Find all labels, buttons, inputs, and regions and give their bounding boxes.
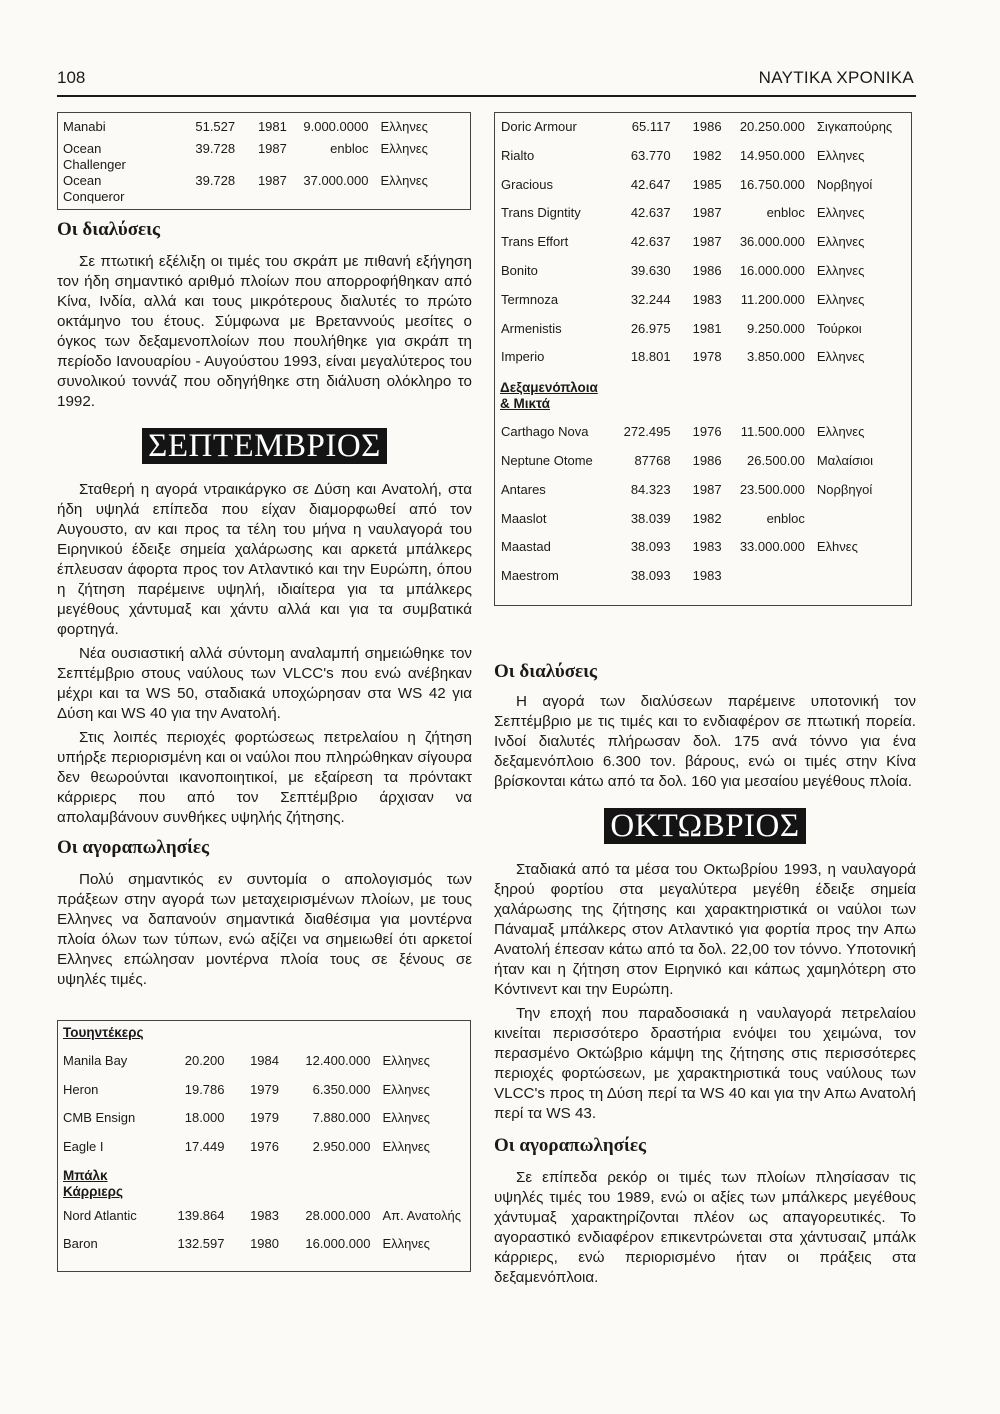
tonnage: 38.039 — [630, 510, 671, 526]
buyer: Ελληνες — [382, 1053, 430, 1068]
build-year: 1980 — [250, 1236, 279, 1252]
tonnage: 51.527 — [195, 119, 236, 134]
vessel-name: Trans Effort — [501, 234, 569, 250]
table-row — [495, 511, 911, 540]
vessel-name: Gracious — [501, 176, 554, 192]
buyer: Ελληνες — [816, 262, 865, 278]
sales-table-right — [494, 112, 912, 606]
tonnage: 42.647 — [630, 176, 671, 192]
table-row — [58, 1110, 470, 1139]
table-row — [495, 263, 911, 292]
buyer: Ελληνες — [816, 147, 865, 163]
tonnage: 19.786 — [184, 1081, 225, 1097]
october-paragraph-1: Σταδιακά από τα μέσα του Οκτωβρίου 1993, η ναυλαγορά ξηρού φορτίου στα μεγαλύτερα μεγέθη έδειξε σημεία χαλάρωσης της ζήτησης και χαρακτηριστικά οι ναύλοι των Πάναμαξ μπάλκερς στον Ατλαντικό για φορτία προς την Απω Ανατολή έπεσαν κάτω από τα δολ. 22,00 τον τόννο. Υποτονική ήταν και η ζήτηση στον Ειρηνικό και κάπως χαμηλότερη στο Κόντινεντ και την Ευρώπη. — [494, 860, 916, 998]
buyer: Ελληνες — [816, 234, 865, 250]
vessel-name: Heron — [63, 1081, 99, 1097]
table-row — [58, 119, 470, 141]
table-group — [495, 119, 911, 378]
price: 6.350.000 — [312, 1081, 371, 1097]
table-row — [495, 539, 911, 568]
table-row — [495, 453, 911, 482]
build-year: 1979 — [250, 1081, 279, 1097]
scrap-paragraph: Σε πτωτική εξέλιξη οι τιμές του σκράπ με πιθανή εξήγηση τον ήδη σημαντικό αριθμό πλοίων που απορροφήθηκαν από Κίνα, Ινδία, αλλά και τους μικρότερους διαλυτές το πρώτο οκτάμηνο του έτους. Σύμφωνα με Βρεταννούς μεσίτες ο όγκος των δεξαμενοπλοίων που πουλήθηκε για σκράπ τη περίοδο Ιανουαρίου - Αυγούστου 1993, είναι μεγαλύτερος του συνολικού τοννάζ που οδηγήθηκε στη διάλυση ολόκληρο το 1992. — [57, 253, 472, 410]
vessel-name: Maestrom — [501, 568, 559, 584]
journal-title: ΝΑΥΤΙΚΑ ΧΡΟΝΙΚΑ — [758, 68, 914, 87]
tonnage: 18.801 — [630, 349, 671, 365]
table-row — [58, 1208, 470, 1237]
price: 16.000.000 — [739, 262, 805, 278]
price: 11.200.000 — [740, 291, 805, 307]
tonnage: 39.728 — [195, 141, 236, 156]
buyer: Σιγκαπούρης — [816, 119, 893, 134]
month-banner-october — [494, 808, 916, 844]
table-row — [495, 177, 911, 206]
vessel-name: Trans Digntity — [501, 205, 581, 221]
buyer: Ελληνες — [816, 205, 865, 221]
vessel-name: Eagle I — [63, 1139, 104, 1155]
section-heading-scrap: Οι διαλύσεις — [57, 219, 161, 240]
vessel-name: Ocean Conqueror — [63, 173, 125, 204]
price: 7.880.000 — [312, 1110, 371, 1126]
tonnage: 84.323 — [630, 481, 671, 497]
buyer: Ελληνες — [816, 349, 865, 365]
vessel-name: Nord Atlantic — [63, 1207, 137, 1223]
vessel-name: Antares — [501, 481, 546, 497]
tonnage: 18.000 — [184, 1110, 225, 1126]
category-label: Τουηντέκερς — [63, 1025, 144, 1040]
month-banner-october-label: ΟΚΤΩΒΡΙΟΣ — [604, 808, 805, 844]
price: 33.000.000 — [739, 539, 805, 555]
build-year: 1976 — [692, 424, 722, 440]
tonnage: 42.637 — [630, 234, 671, 250]
build-year: 1987 — [692, 481, 722, 497]
sales-paragraph: Σε επίπεδα ρεκόρ οι τιμές των πλοίων πλησίασαν τις υψηλές τιμές του 1989, ενώ οι αξίες των μπάλκερς μεγέθους χάντυμαξ χαρακτηρίζονται πλέον ως απαγορευτικές. Το αγοραστικό ενδιαφέρον επικεντρώνεται στα χάντυσαιζ μπάλκ κάρριερς, ενώ περιορισμένο ήταν οι πράξεις στα δεξαμενόπλοια. — [494, 1168, 916, 1286]
section-heading-sales: Οι αγοραπωλησίες — [494, 1134, 646, 1156]
build-year: 1983 — [250, 1207, 279, 1223]
price: 26.500.00 — [747, 452, 805, 468]
table-row — [495, 424, 911, 453]
table-row — [58, 1139, 470, 1168]
table-row — [495, 205, 911, 234]
vessel-name: Manila Bay — [63, 1053, 128, 1068]
tonnage: 65.117 — [631, 119, 671, 134]
price: 23.500.000 — [739, 481, 805, 497]
price: enbloc — [330, 141, 369, 156]
vessel-name: Carthago Nova — [501, 424, 589, 440]
table-group — [58, 1208, 470, 1265]
price: 9.250.000 — [747, 320, 805, 336]
price: 36.000.000 — [739, 234, 805, 250]
vessel-name: Bonito — [501, 262, 538, 278]
category-label: Δεξαμενόπλοια & Μικτά — [500, 380, 598, 412]
september-paragraph-1: Σταθερή η αγορά ντραικάργκο σε Δύση και Ανατολή, στα ήδη υψηλά επίπεδα που είχαν διαμορφωθεί από τον Αυγουστο, αν και προς τα τέλη του μήνα η ναυλαγορά του Ειρηνικού έδειξε σημεία χαλάρωσης και αρκετά μπάλκερς έπλευσαν άφορτα προς τον Ατλαντικό και την Ευρώπη, όπου η ζήτηση παρέμεινε υψηλή, ιδιαίτερα για τα μπάλκερς μεγέθους χάντυμαξ και χάντυ αλλά και για τα συμβατικά φορτηγά. — [57, 481, 472, 638]
build-year: 1986 — [692, 262, 722, 278]
price: 9.000.0000 — [303, 119, 369, 134]
build-year: 1986 — [692, 119, 722, 134]
september-paragraph-2: Νέα ουσιαστική αλλά σύντομη αναλαμπή σημειώθηκε τον Σεπτέμβριο στους ναύλους των VLCC's που ενώ ανέβηκαν μέχρι και τα WS 50, σταδιακά υποχώρησαν στα WS 42 για Δύση και WS 40 για την Ανατολή. — [57, 645, 472, 722]
build-year: 1987 — [692, 234, 722, 250]
build-year: 1981 — [257, 119, 287, 134]
tonnage: 38.093 — [630, 568, 671, 584]
build-year: 1987 — [257, 141, 287, 156]
right-column — [494, 112, 916, 1292]
vessel-name: Manabi — [63, 119, 106, 134]
category-label: Μπάλκ Κάρριερς — [63, 1167, 123, 1199]
tonnage: 39.630 — [630, 262, 671, 278]
tonnage: 20.200 — [184, 1053, 225, 1068]
vessel-name: Rialto — [501, 147, 535, 163]
build-year: 1983 — [692, 568, 722, 584]
september-paragraph-3: Στις λοιπές περιοχές φορτώσεως πετρελαίου η ζήτηση υπήρξε περιορισμένη και οι ναύλοι που πληρώθηκαν σίγουρα δεν θεωρούνται ικανοποιητικοί, με εξαίρεση τα πρόντακτ κάρριερς που από τον Σεπτέμβριο άρχισαν να απολαμβάνουν συνθήκες υψηλής ζήτησης. — [57, 729, 472, 826]
build-year: 1984 — [250, 1053, 279, 1068]
tonnage: 38.093 — [630, 539, 671, 555]
left-column — [57, 112, 472, 1272]
table-row — [495, 349, 911, 378]
buyer: Ελληνες — [382, 1081, 430, 1097]
buyer: Νορβηγοί — [816, 481, 873, 497]
build-year: 1981 — [692, 320, 722, 336]
price: 12.400.000 — [305, 1053, 371, 1068]
build-year: 1982 — [692, 147, 722, 163]
buyer: Μαλαίσιοι — [816, 452, 873, 468]
table-row — [58, 1236, 470, 1265]
table-row — [495, 234, 911, 263]
sales-table-bottom-left — [57, 1020, 471, 1272]
vessel-name: CMB Ensign — [63, 1110, 136, 1126]
buyer: Ελληνες — [380, 119, 428, 134]
vessel-name: Ocean Challenger — [63, 141, 126, 172]
month-banner-september — [57, 428, 472, 464]
price: enbloc — [766, 510, 805, 526]
table-row — [495, 568, 911, 597]
vessel-name: Baron — [63, 1236, 98, 1252]
table-row — [58, 1053, 470, 1082]
buyer: Τούρκοι — [816, 320, 862, 336]
price: 2.950.000 — [312, 1139, 371, 1155]
build-year: 1978 — [692, 349, 722, 365]
table-group — [495, 424, 911, 597]
october-paragraph-2: Την εποχή που παραδοσιακά η ναυλαγορά πετρελαίου κινείται περισσότερο δραστήρια ενόψει του χειμώνα, τον περασμένο Οκτώβριο κάμψη της ζήτησης στις περισσότερες περιοχές φορτώσεων, με χαρακτηριστικά τους ναύλους των VLCC's προς τη Δύση περί τα WS 40 και για την Απω Ανατολή περί τα WS 43. — [494, 1004, 916, 1122]
tonnage: 139.864 — [177, 1207, 225, 1223]
buyer: Ελληνες — [380, 173, 428, 188]
table-row — [495, 321, 911, 350]
buyer: Ελληνες — [816, 424, 865, 440]
build-year: 1985 — [692, 176, 722, 192]
buyer: Ελληνες — [816, 291, 865, 307]
table-row — [58, 1082, 470, 1111]
vessel-name: Maastad — [501, 539, 551, 555]
vessel-name: Termnoza — [501, 291, 559, 307]
table-row — [495, 148, 911, 177]
table-row — [58, 173, 470, 205]
build-year: 1976 — [250, 1139, 279, 1155]
section-heading-scrap: Οι διαλύσεις — [494, 660, 598, 682]
tonnage: 42.637 — [630, 205, 671, 221]
table-group — [58, 1053, 470, 1168]
price: 11.500.000 — [740, 424, 805, 440]
page-number: 108 — [57, 68, 86, 87]
tonnage: 87768 — [634, 452, 671, 468]
vessel-name: Imperio — [501, 349, 545, 365]
tonnage: 17.449 — [184, 1139, 225, 1155]
price: 37.000.000 — [303, 173, 369, 188]
sales-table-top-left — [57, 112, 471, 210]
build-year: 1983 — [692, 539, 722, 555]
section-heading-sales: Οι αγοραπωλησίες — [57, 837, 209, 858]
vessel-name: Armenistis — [501, 320, 562, 336]
table-row — [58, 141, 470, 173]
price: 3.850.000 — [747, 349, 805, 365]
price: 16.000.000 — [305, 1236, 371, 1252]
tonnage: 272.495 — [623, 424, 671, 440]
price: 28.000.000 — [305, 1207, 371, 1223]
month-banner-september-label: ΣΕΠΤΕΜΒΡΙΟΣ — [142, 428, 387, 464]
price: 16.750.000 — [739, 176, 805, 192]
buyer: Ελhνες — [816, 539, 858, 555]
buyer: Απ. Ανατολής — [382, 1207, 461, 1223]
buyer: Ελληνες — [382, 1236, 430, 1252]
table-row — [495, 119, 911, 148]
price: enbloc — [766, 205, 805, 221]
build-year: 1986 — [692, 452, 722, 468]
buyer: Ελληνες — [380, 141, 428, 156]
tonnage: 26.975 — [630, 320, 671, 336]
vessel-name: Maaslot — [501, 510, 547, 526]
price: 20.250.000 — [739, 119, 805, 134]
buyer: Ελληνες — [382, 1139, 430, 1155]
tonnage: 63.770 — [630, 147, 671, 163]
build-year: 1983 — [692, 291, 722, 307]
tonnage: 132.597 — [177, 1236, 225, 1252]
build-year: 1982 — [692, 510, 722, 526]
build-year: 1987 — [257, 173, 287, 188]
vessel-name: Neptune Otome — [501, 452, 593, 468]
scrap-paragraph: Η αγορά των διαλύσεων παρέμεινε υποτονική τον Σεπτέμβριο με τις τιμές και το ενδιαφέρον σε πτωτική πορεία. Ινδοί διαλυτές πλήρωσαν δολ. 175 ανά τόννο για ένα δεξαμενόπλοιο 6.300 τον. βάρους, ενώ οι τιμές στην Κίνα βρίσκονται κάτω από τα δολ. 160 για μεσαίου μεγέθους πλοία. — [494, 692, 916, 790]
buyer: Ελληνες — [382, 1110, 430, 1126]
tonnage: 32.244 — [630, 291, 671, 307]
price: 14.950.000 — [739, 147, 805, 163]
table-row — [495, 482, 911, 511]
table-row — [495, 292, 911, 321]
header-rule — [57, 95, 916, 97]
sales-paragraph: Πολύ σημαντικός εν συντομία ο απολογισμός των πράξεων στην αγορά των μεταχειρισμένων πλοίων, με τους Ελληνες να δαπανούν σημαντικά διαθέσιμα για μοντέρνα πλοία όλων των τύπων, ενώ αξίζει να σημειωθεί ότι αρκετοί Ελληνες επώλησαν μοντέρνα πλοία τους σε ξένους σε υψηλές τιμές. — [57, 871, 472, 988]
vessel-name: Doric Armour — [501, 119, 577, 134]
buyer: Νορβηγοί — [816, 176, 873, 192]
build-year: 1987 — [692, 205, 722, 221]
build-year: 1979 — [250, 1110, 279, 1126]
tonnage: 39.728 — [195, 173, 236, 188]
